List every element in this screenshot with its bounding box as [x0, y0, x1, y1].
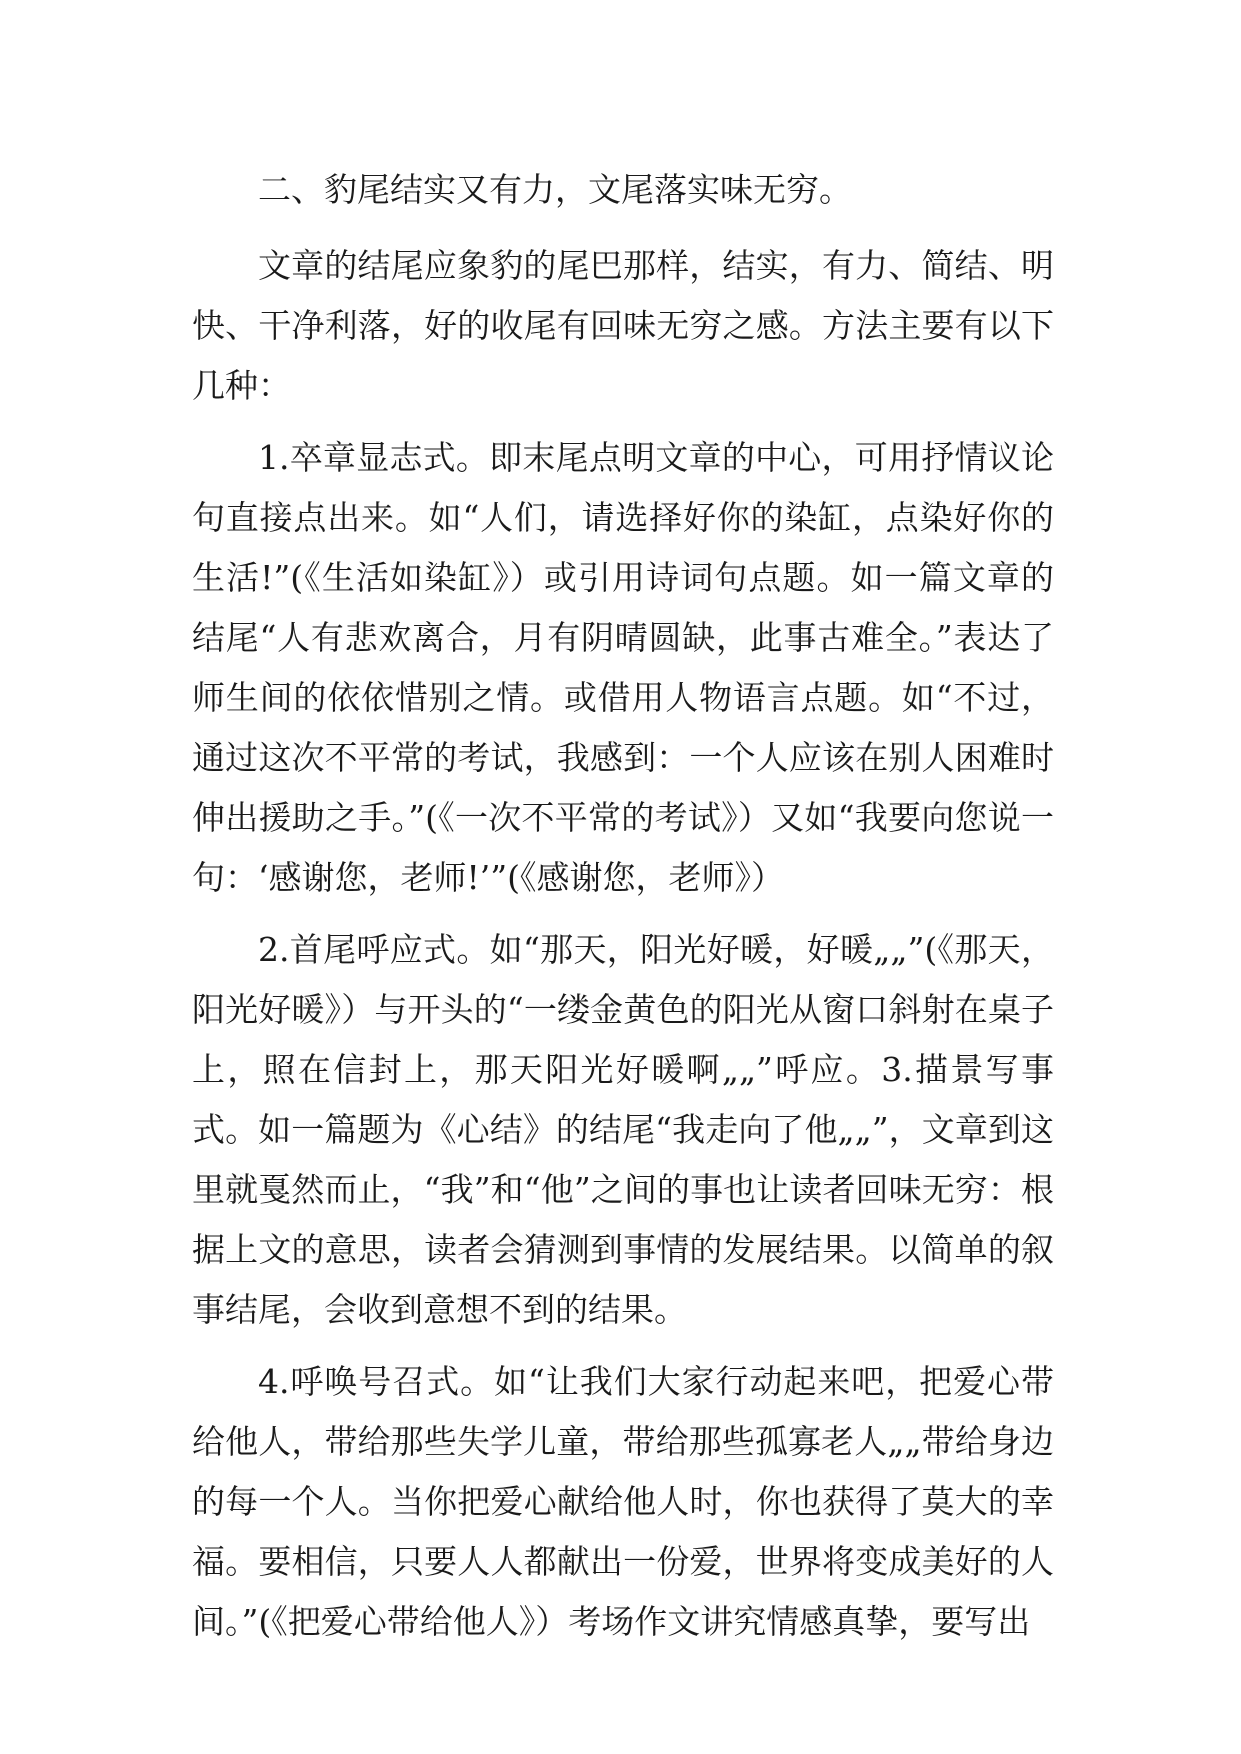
- document-body: [192, 160, 1054, 1652]
- paragraph-method-4: 4.呼唤号召式。如“让我们大家行动起来吧，把爱心带给他人，带给那些失学儿童，带给那些孤寡老人„„带给身边的每一个人。当你把爱心献给他人时，你也获得了莫大的幸福。要相信，只要人人都献出一份爱，世界将变成美好的人间。”(《把爱心带给他人》）考场作文讲究情感真挚，要写出: [192, 1362, 1054, 1641]
- paragraph-method-2-3: 2.首尾呼应式。如“那天，阳光好暖，好暖„„”(《那天，阳光好暖》）与开头的“一缕金黄色的阳光从窗口斜射在桌子上，照在信封上，那天阳光好暖啊„„”呼应。3.描景写事式。如一篇题为《心结》的结尾“我走向了他„„”，文章到这里就戛然而止，“我”和“他”之间的事也让读者回味无穷：根据上文的意思，读者会猜测到事情的发展结果。以简单的叙事结尾，会收到意想不到的结果。: [192, 930, 1054, 1329]
- paragraph-intro: 文章的结尾应象豹的尾巴那样，结实，有力、简结、明快、干净利落，好的收尾有回味无穷之感。方法主要有以下几种：: [192, 246, 1054, 405]
- section-heading: 二、豹尾结实又有力，文尾落实味无穷。: [258, 170, 852, 209]
- paragraph-method-1: 1.卒章显志式。即末尾点明文章的中心，可用抒情议论句直接点出来。如“人们，请选择好你的染缸，点染好你的生活!”(《生活如染缸》）或引用诗词句点题。如一篇文章的结尾“人有悲欢离合，月有阴晴圆缺，此事古难全。”表达了师生间的依依惜别之情。或借用人物语言点题。如“不过，通过这次不平常的考试，我感到：一个人应该在别人困难时伸出援助之手。”(《一次不平常的考试》）又如“我要向您说一句：‘感谢您，老师!’”(《感谢您，老师》）: [192, 438, 1054, 897]
